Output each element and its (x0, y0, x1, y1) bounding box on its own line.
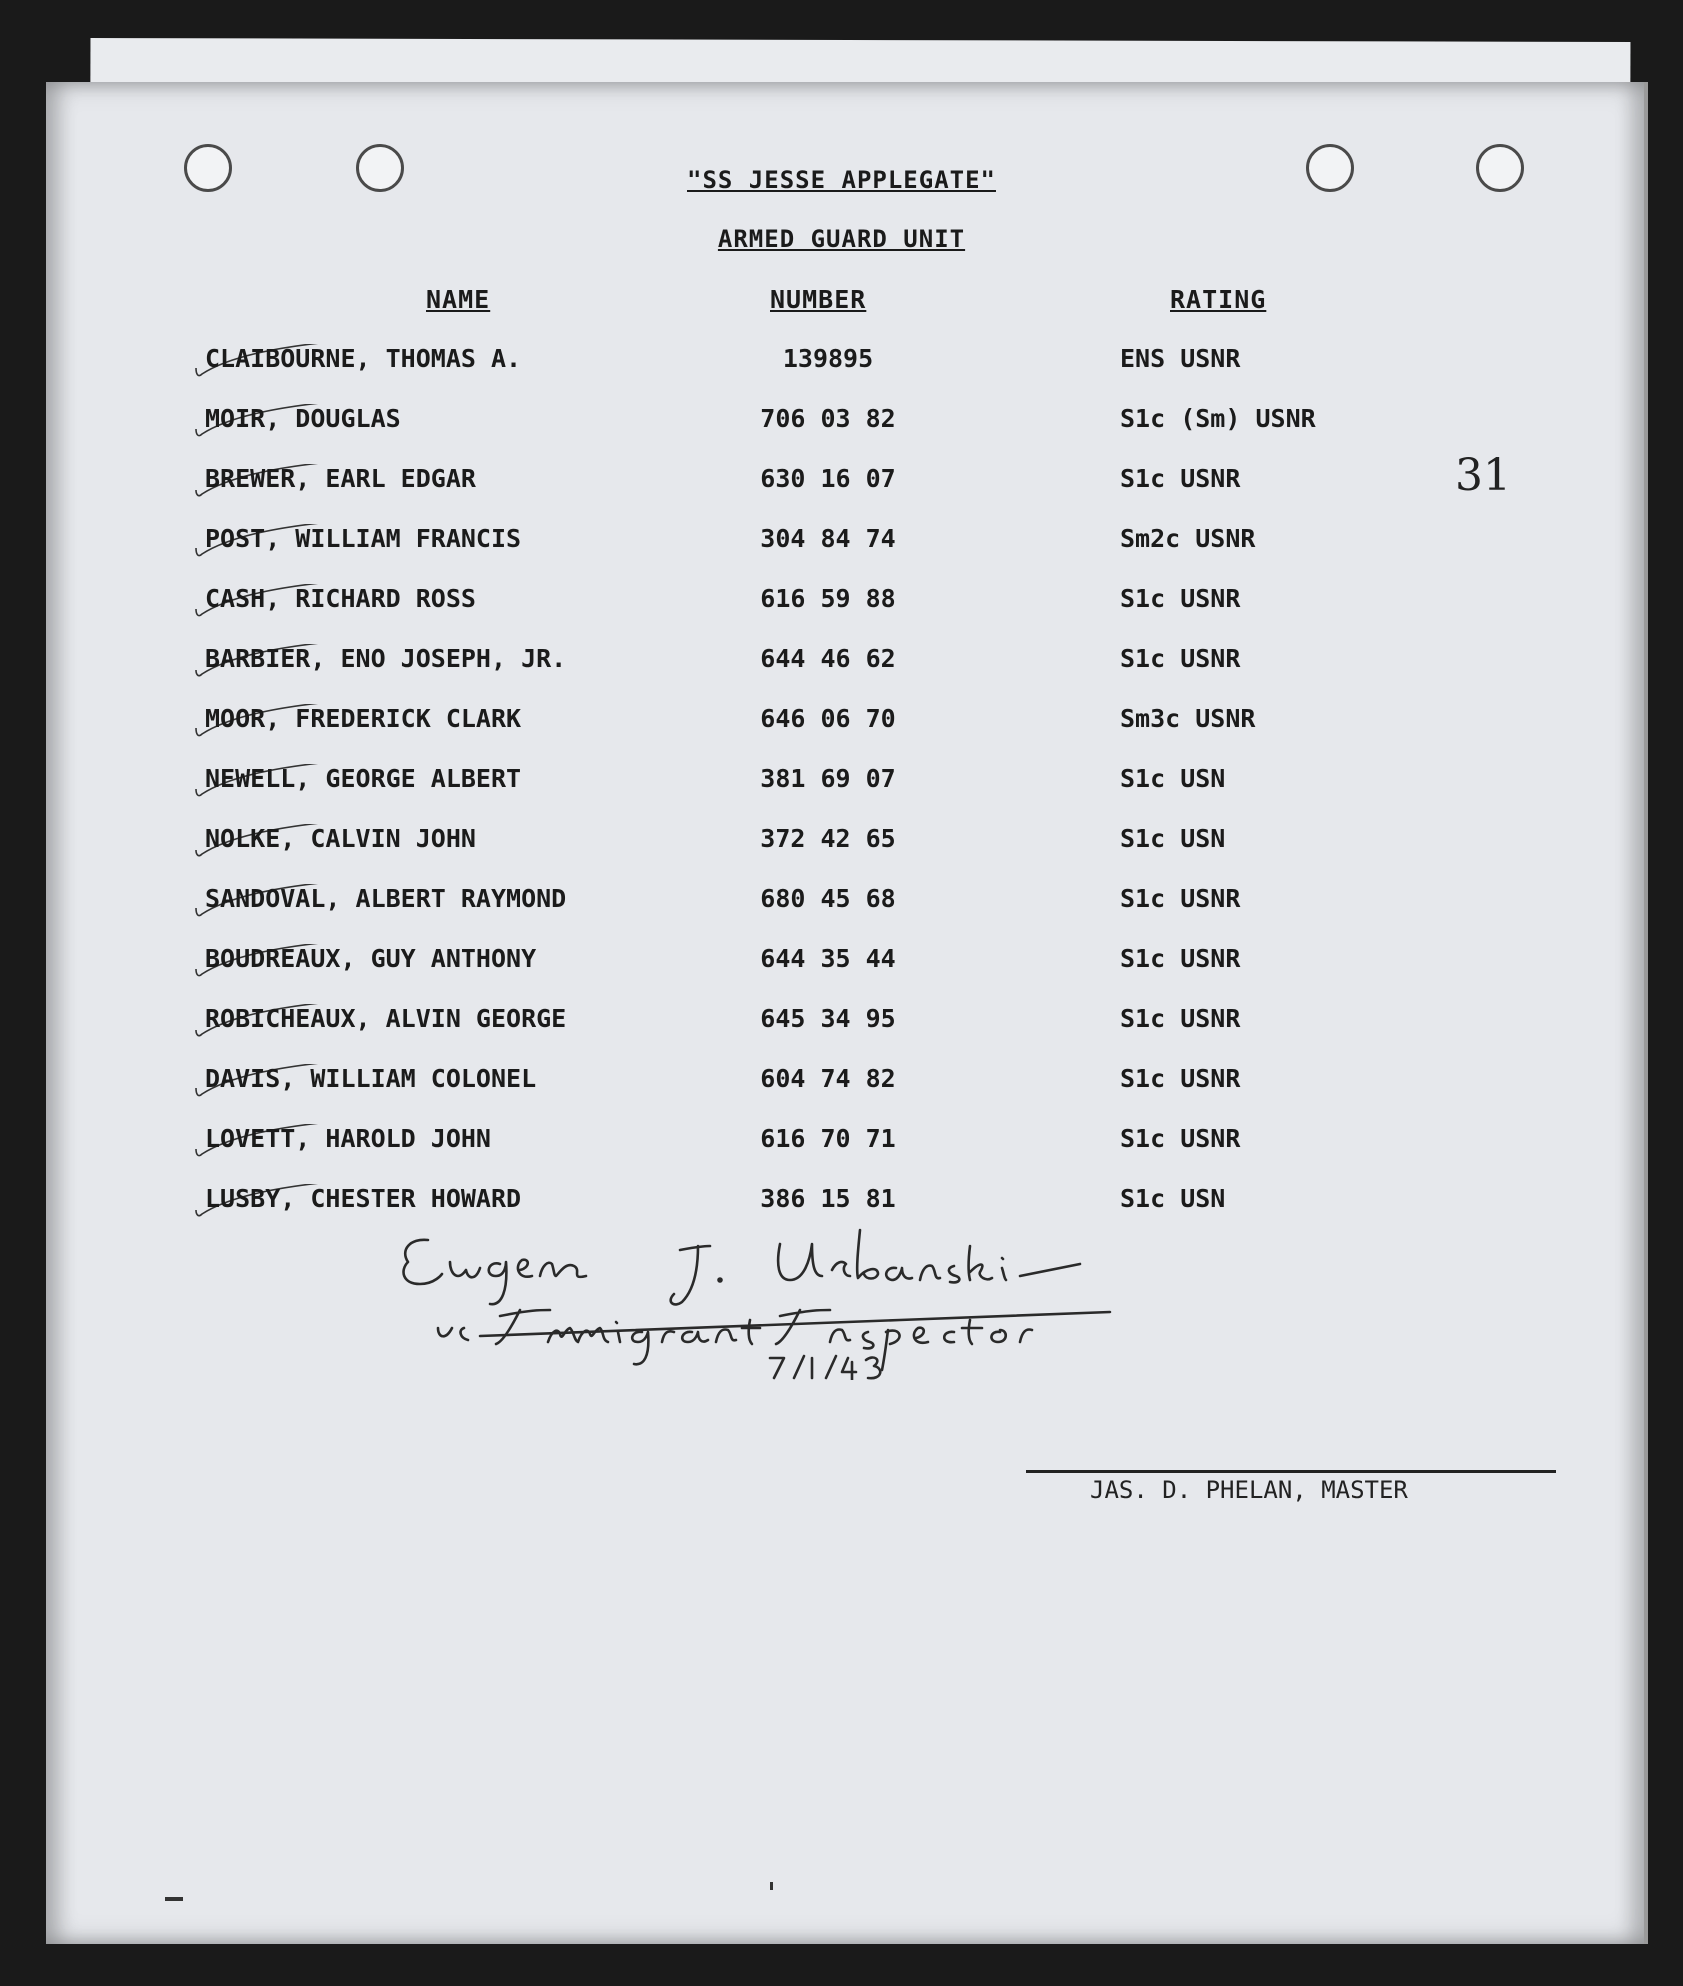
crew-rating: S1c USN (1120, 764, 1226, 793)
crew-rating: S1c USNR (1120, 884, 1241, 913)
crew-row (0, 524, 1683, 564)
crew-rating: S1c USNR (1120, 1064, 1241, 1093)
crew-name: LUSBY, CHESTER HOWARD (205, 1184, 522, 1213)
crew-rating: S1c USNR (1120, 1004, 1241, 1033)
crew-rating: S1c USNR (1120, 1124, 1241, 1153)
crew-number: 381 69 07 (760, 764, 896, 793)
crew-row (0, 944, 1683, 984)
scan-mark (165, 1897, 183, 1901)
crew-number: 304 84 74 (760, 524, 896, 553)
crew-row (0, 884, 1683, 924)
crew-rating: S1c USN (1120, 824, 1226, 853)
master-name: JAS. D. PHELAN, MASTER (1090, 1476, 1408, 1504)
crew-name: DAVIS, WILLIAM COLONEL (205, 1064, 537, 1093)
crew-number: 139895 (782, 344, 874, 373)
crew-name: POST, WILLIAM FRANCIS (205, 524, 522, 553)
crew-rating: S1c (Sm) USNR (1120, 404, 1316, 433)
crew-number: 644 46 62 (760, 644, 896, 673)
crew-number: 646 06 70 (760, 704, 896, 733)
crew-row (0, 464, 1683, 504)
crew-row (0, 704, 1683, 744)
handwritten-signature (380, 1210, 1200, 1380)
crew-number: 386 15 81 (760, 1184, 896, 1213)
crew-row (0, 584, 1683, 624)
crew-rating: Sm3c USNR (1120, 704, 1256, 733)
crew-row (0, 1004, 1683, 1044)
crew-number: 680 45 68 (760, 884, 896, 913)
page-number: 31 (1455, 450, 1511, 501)
crew-name: BOUDREAUX, GUY ANTHONY (205, 944, 537, 973)
crew-name: CASH, RICHARD ROSS (205, 584, 476, 613)
crew-row (0, 404, 1683, 444)
crew-number: 616 59 88 (760, 584, 896, 613)
crew-number: 706 03 82 (760, 404, 896, 433)
crew-rating: Sm2c USNR (1120, 524, 1256, 553)
document-subtitle: ARMED GUARD UNIT (717, 225, 966, 253)
crew-number: 616 70 71 (760, 1124, 896, 1153)
column-header-rating: RATING (1170, 285, 1267, 314)
crew-row (0, 644, 1683, 684)
scan-mark (770, 1882, 773, 1890)
column-header-name: NAME (426, 285, 491, 314)
crew-name: BREWER, EARL EDGAR (205, 464, 476, 493)
crew-rating: S1c USNR (1120, 584, 1241, 613)
crew-name: NEWELL, GEORGE ALBERT (205, 764, 522, 793)
crew-row (0, 344, 1683, 384)
crew-row (0, 1064, 1683, 1104)
crew-number: 645 34 95 (760, 1004, 896, 1033)
master-signature-line (1026, 1470, 1556, 1473)
crew-number: 644 35 44 (760, 944, 896, 973)
crew-name: LOVETT, HAROLD JOHN (205, 1124, 491, 1153)
crew-number: 604 74 82 (760, 1064, 896, 1093)
crew-name: SANDOVAL, ALBERT RAYMOND (205, 884, 567, 913)
crew-rating: S1c USNR (1120, 944, 1241, 973)
crew-rating: ENS USNR (1120, 344, 1241, 373)
crew-row (0, 1124, 1683, 1164)
crew-name: MOOR, FREDERICK CLARK (205, 704, 522, 733)
crew-number: 630 16 07 (760, 464, 896, 493)
crew-rating: S1c USN (1120, 1184, 1226, 1213)
crew-number: 372 42 65 (760, 824, 896, 853)
crew-name: CLAIBOURNE, THOMAS A. (205, 344, 522, 373)
crew-row (0, 764, 1683, 804)
crew-rating: S1c USNR (1120, 464, 1241, 493)
crew-name: NOLKE, CALVIN JOHN (205, 824, 476, 853)
column-header-number: NUMBER (770, 285, 867, 314)
crew-rating: S1c USNR (1120, 644, 1241, 673)
crew-name: ROBICHEAUX, ALVIN GEORGE (205, 1004, 567, 1033)
crew-name: BARBIER, ENO JOSEPH, JR. (205, 644, 567, 673)
document-title: "SS JESSE APPLEGATE" (687, 166, 996, 194)
crew-name: MOIR, DOUGLAS (205, 404, 401, 433)
crew-row (0, 824, 1683, 864)
